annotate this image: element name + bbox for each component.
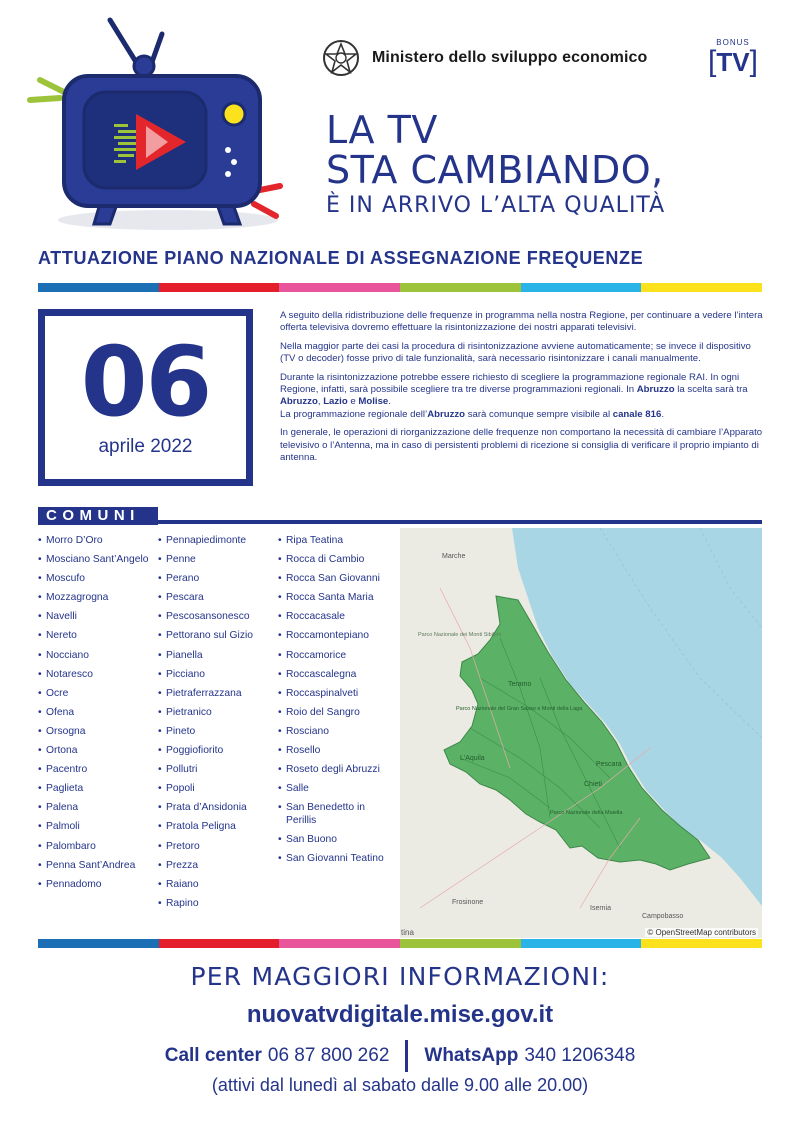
- comune-item: • Morro D’Oro: [38, 535, 158, 547]
- stripe-segment: [38, 283, 159, 292]
- info-title: PER MAGGIORI INFORMAZIONI:: [190, 962, 610, 991]
- comune-item: • Pescara: [158, 592, 278, 604]
- comune-item: • Nereto: [38, 630, 158, 642]
- bonus-tv-mark: [703, 46, 763, 78]
- tv-icon: [18, 14, 318, 234]
- bracket-left-icon: [: [708, 45, 717, 78]
- comune-item: • Moscufo: [38, 573, 158, 585]
- comune-item: • Navelli: [38, 611, 158, 623]
- comune-item: • Palmoli: [38, 821, 158, 833]
- callcenter-label: Call center: [164, 1045, 262, 1066]
- map-label-park-gransasso: Parco Nazionale del Gran Sasso e Monti della Laga: [456, 706, 583, 712]
- stripe-segment: [38, 939, 159, 948]
- comuni-column-1: [38, 535, 158, 898]
- coverage-map: [400, 528, 762, 938]
- paragraph-3: Durante la risintonizzazione potrebbe essere richiesto di scegliere la programmazione regionale RAI. In ogni Regione, infatti, sarà possibile scegliere tra tre diverse programmazioni regionali. In Abruzzo la scelta sarà tra Abruzzo, Lazio e Molise. La programmazione regionale dell’Abruzzo sarà comunque sempre visibile al canale 816.: [280, 371, 748, 420]
- comune-item: • Pietranico: [158, 707, 278, 719]
- tv-illustration: [18, 14, 318, 234]
- comune-item: • Orsogna: [38, 726, 158, 738]
- comune-item: • Picciano: [158, 669, 278, 681]
- opening-hours: (attivi dal lunedì al sabato dalle 9.00 alle 20.00): [211, 1075, 589, 1095]
- paragraph-5: In generale, le operazioni di riorganizzazione delle frequenze non comportano la necessità di cambiare l’Apparato televisivo o l’Antenna, ma in caso di persistenti problemi di ricezione si consiglia di verificare il proprio impianto di antenna.: [280, 427, 763, 464]
- comuni-column-3: [278, 535, 398, 872]
- stripe-segment: [279, 939, 400, 948]
- map-edge-label: tina: [401, 928, 414, 937]
- comune-item: • Poggiofiorito: [158, 745, 278, 757]
- comune-item: • San Benedetto in Perillis: [278, 802, 398, 827]
- comune-item: • Ofena: [38, 707, 158, 719]
- headline-line-3: È IN ARRIVO L’ALTA QUALITÀ: [326, 193, 666, 218]
- stripe-segment: [400, 939, 521, 948]
- map-label-park-maiella: Parco Nazionale della Maiella: [550, 810, 623, 816]
- map-label-park-sibillini: Parco Nazionale dei Monti Sibillini: [418, 632, 501, 638]
- comune-item: • Pretoro: [158, 841, 278, 853]
- date-day: 06: [80, 326, 211, 438]
- map-label-frosinone: Frosinone: [452, 899, 484, 906]
- map-label-pescara: Pescara: [596, 761, 622, 768]
- headline-line-2: STA CAMBIANDO,: [326, 148, 664, 192]
- bracket-right-icon: ]: [749, 45, 758, 78]
- comune-item: • Rocca San Giovanni: [278, 573, 398, 585]
- comune-item: • Perano: [158, 573, 278, 585]
- comune-item: • Nocciano: [38, 650, 158, 662]
- map-graphic: [400, 528, 762, 938]
- comune-item: • Palombaro: [38, 841, 158, 853]
- comune-item: • San Buono: [278, 834, 398, 846]
- comune-item: • Ocre: [38, 688, 158, 700]
- comune-item: • Rocca di Cambio: [278, 554, 398, 566]
- comuni-header: [38, 507, 762, 525]
- comune-item: • Prezza: [158, 860, 278, 872]
- map-label-laquila: L'Aquila: [460, 755, 485, 762]
- stripe-segment: [641, 939, 762, 948]
- bonus-label: BONUS: [716, 38, 750, 47]
- bonus-tv-logo: [703, 38, 763, 78]
- contacts-divider: [405, 1040, 408, 1072]
- callcenter-number[interactable]: 06 87 800 262: [267, 1045, 390, 1066]
- comune-item: • Paglieta: [38, 783, 158, 795]
- comune-item: • Penna Sant’Andrea: [38, 860, 158, 872]
- color-stripe-top: [38, 283, 762, 292]
- map-label-chieti: Chieti: [584, 781, 602, 788]
- comune-item: • Roio del Sangro: [278, 707, 398, 719]
- comune-item: • Mosciano Sant’Angelo: [38, 554, 158, 566]
- map-label-campobasso: Campobasso: [642, 913, 684, 920]
- comune-item: • Pennapiedimonte: [158, 535, 278, 547]
- whatsapp-label: WhatsApp: [424, 1045, 519, 1066]
- headline: [326, 110, 665, 220]
- comune-item: • Salle: [278, 783, 398, 795]
- comune-item: • Mozzagrogna: [38, 592, 158, 604]
- stripe-segment: [279, 283, 400, 292]
- color-stripe-bottom: [38, 939, 762, 948]
- headline-line-1: LA TV: [326, 108, 438, 152]
- comune-item: • Pennadomo: [38, 879, 158, 891]
- comune-item: • Prata d’Ansidonia: [158, 802, 278, 814]
- comune-item: • Ripa Teatina: [278, 535, 398, 547]
- whatsapp-number[interactable]: 340 1206348: [524, 1045, 636, 1066]
- italian-emblem-icon: [322, 38, 360, 78]
- comune-item: • Popoli: [158, 783, 278, 795]
- comune-item: • Raiano: [158, 879, 278, 891]
- paragraph-2: Nella maggior parte dei casi la procedura di risintonizzazione avviene automaticamente; se invece il dispositivo (TV o decoder) fosse privo di tale funzionalità, sarà necessario risintonizzare i canali manualmente.: [280, 340, 751, 365]
- comune-item: • San Giovanni Teatino: [278, 853, 398, 865]
- map-label-marche: Marche: [442, 553, 466, 560]
- ministry-header: [322, 36, 647, 80]
- comune-item: • Pollutri: [158, 764, 278, 776]
- comune-item: • Ortona: [38, 745, 158, 757]
- comuni-column-2: [158, 535, 278, 917]
- comune-item: • Pietraferrazzana: [158, 688, 278, 700]
- info-url-link[interactable]: nuovatvdigitale.mise.gov.it: [246, 1001, 554, 1028]
- comune-item: • Pettorano sul Gizio: [158, 630, 278, 642]
- comune-item: • Rapino: [158, 898, 278, 910]
- comune-item: • Pescosansonesco: [158, 611, 278, 623]
- comune-item: • Roseto degli Abruzzi: [278, 764, 398, 776]
- comune-item: • Roccamontepiano: [278, 630, 398, 642]
- map-credit: © OpenStreetMap contributors: [647, 928, 756, 937]
- comune-item: • Roccacasale: [278, 611, 398, 623]
- comune-item: • Rosello: [278, 745, 398, 757]
- comuni-rule: [150, 520, 762, 524]
- date-month-year: aprile 2022: [98, 436, 193, 457]
- ministry-name: Ministero dello sviluppo economico: [372, 49, 648, 66]
- comune-item: • Roccaspinalveti: [278, 688, 398, 700]
- comune-item: • Penne: [158, 554, 278, 566]
- stripe-segment: [641, 283, 762, 292]
- comune-item: • Pineto: [158, 726, 278, 738]
- map-label-isernia: Isernia: [590, 905, 612, 912]
- comune-item: • Notaresco: [38, 669, 158, 681]
- bonus-tv-text: TV: [716, 47, 750, 77]
- body-text: [280, 310, 764, 470]
- comune-item: • Roccascalegna: [278, 669, 398, 681]
- comune-item: • Pacentro: [38, 764, 158, 776]
- comune-item: • Rosciano: [278, 726, 398, 738]
- stripe-segment: [159, 939, 280, 948]
- comune-item: • Rocca Santa Maria: [278, 592, 398, 604]
- comuni-title: COMUNI: [38, 507, 158, 525]
- date-box: [38, 309, 253, 486]
- comune-item: • Pianella: [158, 650, 278, 662]
- paragraph-1: A seguito della ridistribuzione delle frequenze in programma nella nostra Regione, per continuare a vedere l’intera offerta televisiva dovremo effettuare la risintonizzazione dei nostri apparati televisivi.: [280, 310, 763, 334]
- comune-item: • Pratola Peligna: [158, 821, 278, 833]
- stripe-segment: [521, 939, 642, 948]
- contacts-row: [0, 1040, 800, 1072]
- stripe-segment: [159, 283, 280, 292]
- stripe-segment: [400, 283, 521, 292]
- section-title: ATTUAZIONE PIANO NAZIONALE DI ASSEGNAZIONE FREQUENZE: [38, 248, 644, 268]
- stripe-segment: [521, 283, 642, 292]
- map-label-teramo: Teramo: [508, 681, 532, 688]
- comune-item: • Palena: [38, 802, 158, 814]
- comune-item: • Roccamorice: [278, 650, 398, 662]
